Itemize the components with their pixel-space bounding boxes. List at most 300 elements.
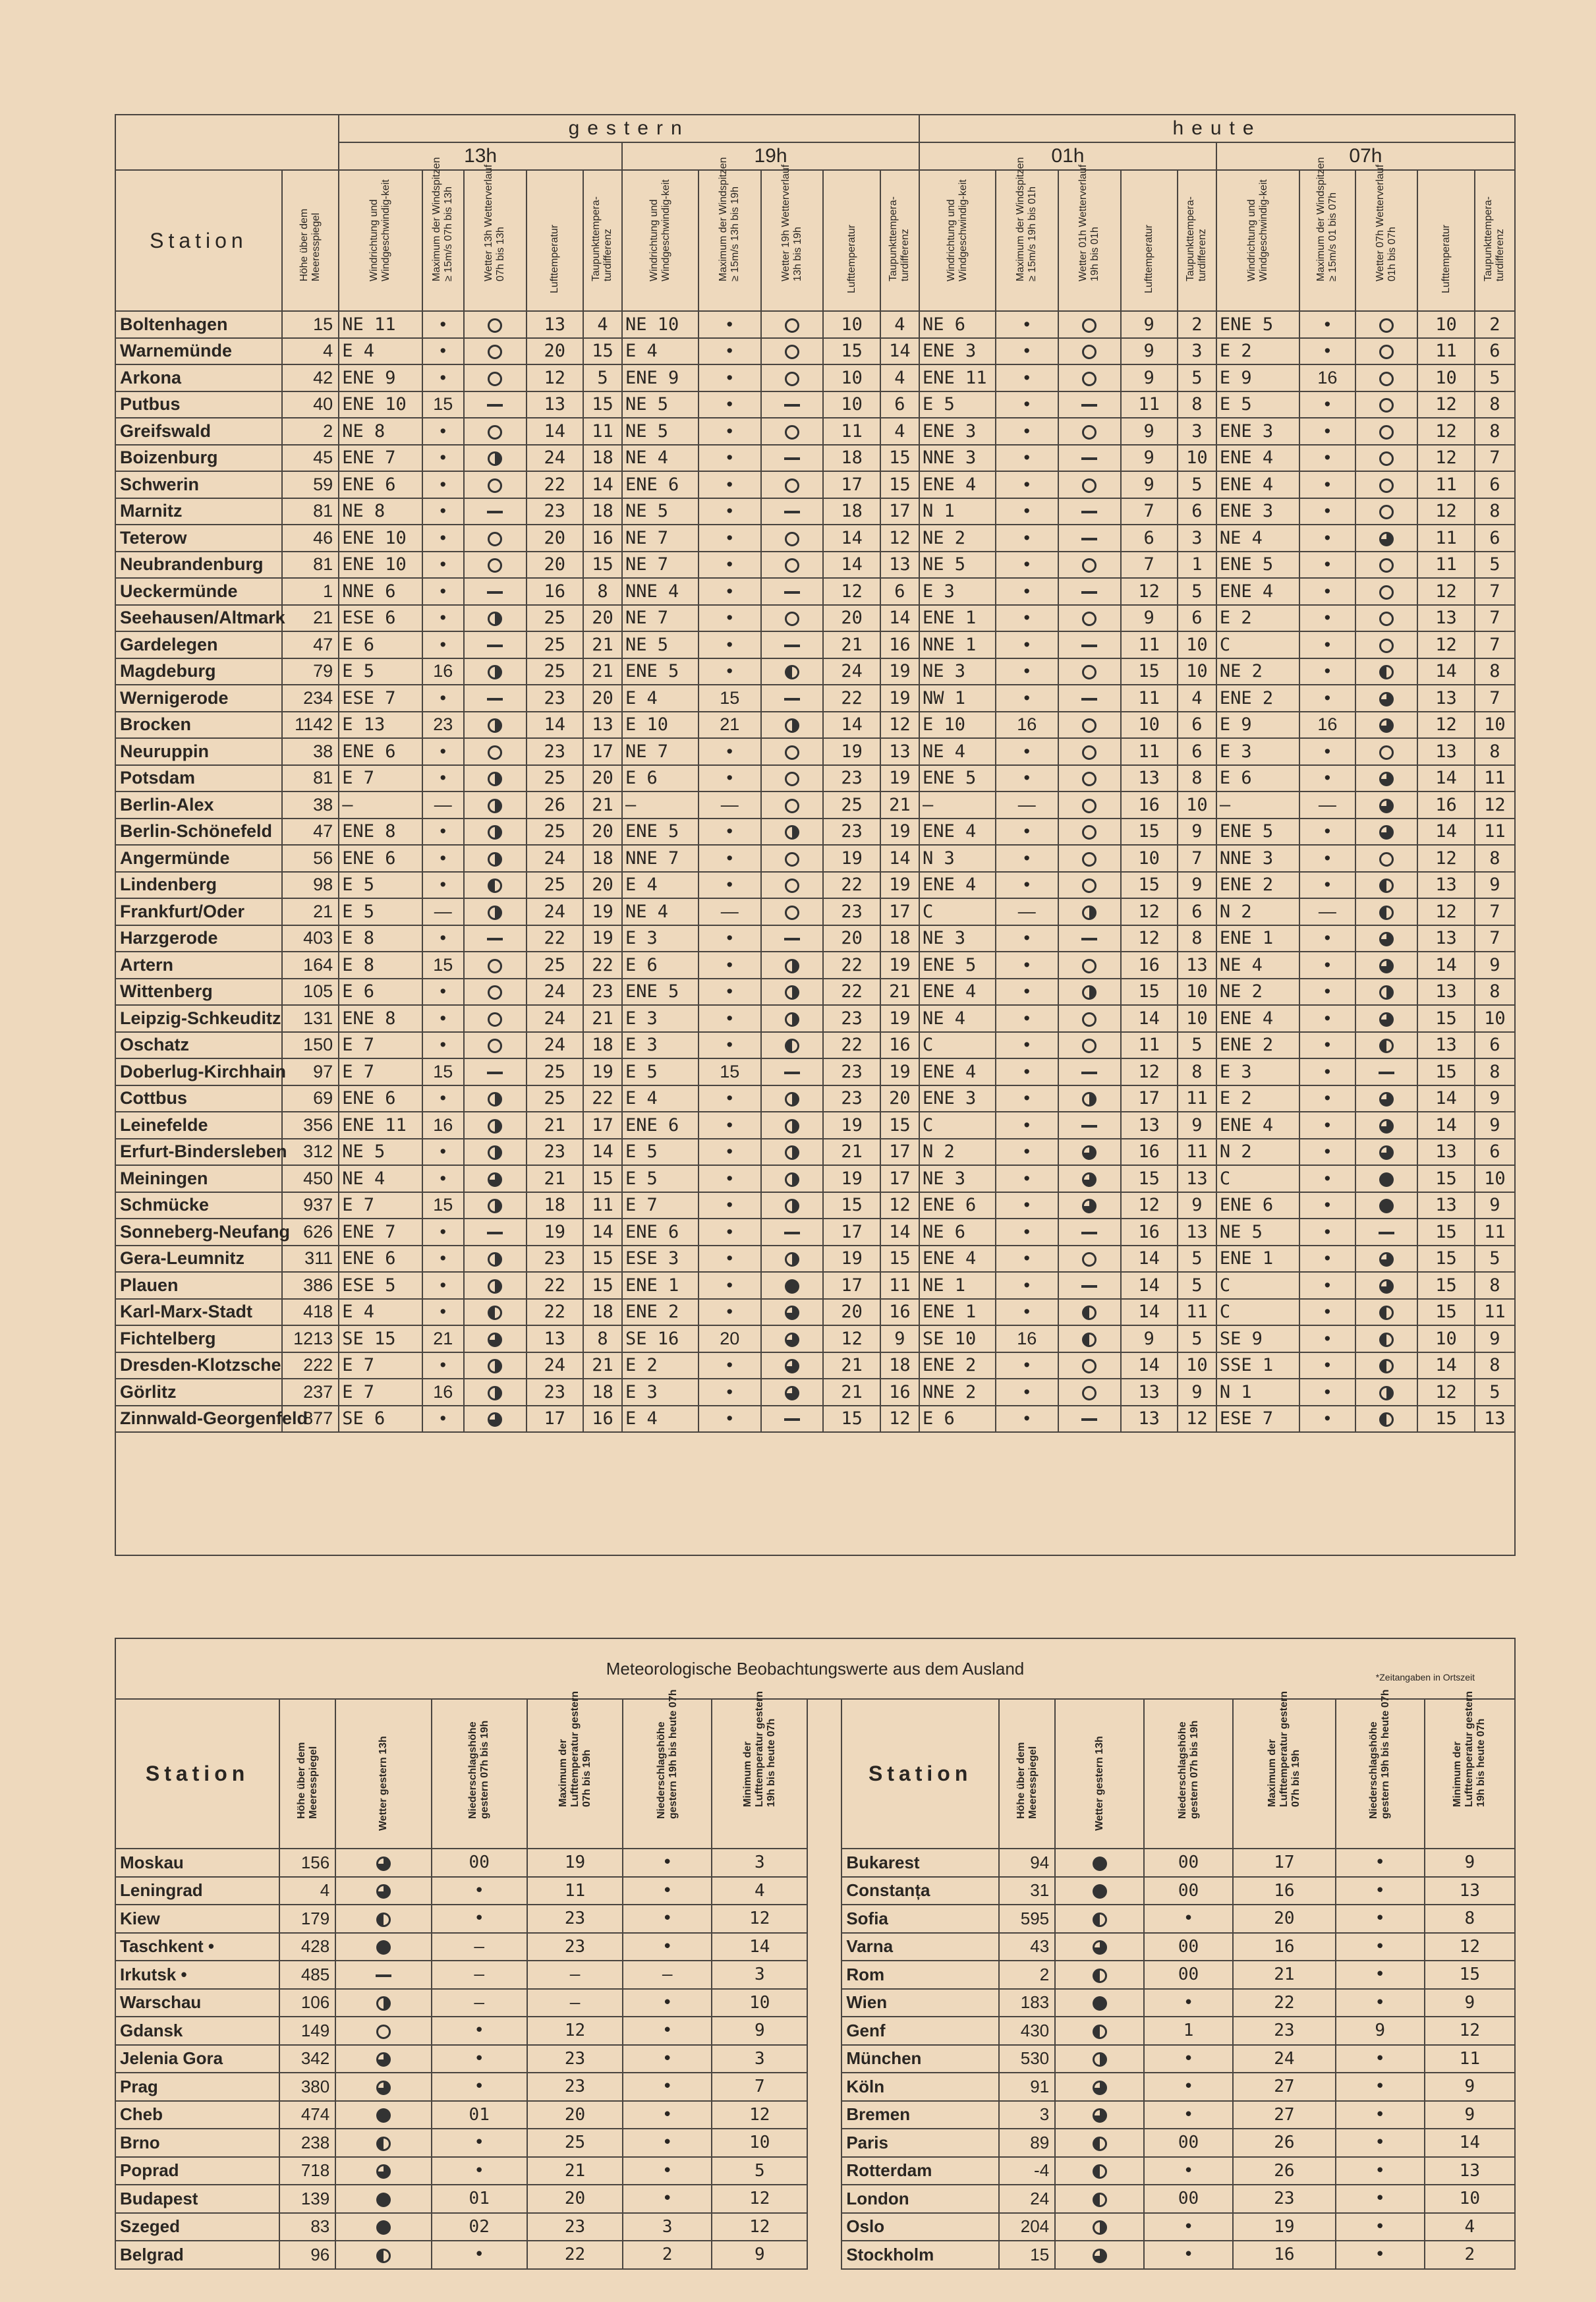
quarter-sky-icon [488,825,502,840]
gust-max-13: • [422,925,464,952]
quarter-sky-icon [488,1252,502,1267]
gust-max-07: • [1299,738,1355,765]
wind-13: SE 6 [339,1406,422,1433]
air-temp-01: 14 [1121,1272,1178,1299]
dewpoint-diff-13: 15 [583,338,622,365]
station-name: Prag [115,2073,279,2101]
dewpoint-diff-19: 14 [880,1219,919,1246]
weather-19 [761,1299,824,1326]
max-temp: 23 [527,2073,623,2101]
weather-01 [1058,445,1121,472]
air-temp-07: 15 [1417,1165,1474,1192]
precip-19-07: • [623,1877,712,1905]
wind-19: NE 5 [622,498,698,525]
quarter-sky-icon [488,1199,502,1213]
altitude: 149 [279,2017,335,2045]
dewpoint-diff-01: 13 [1178,1219,1216,1246]
weather-19 [761,979,824,1006]
clear-sky-icon [1082,772,1097,786]
dewpoint-diff-01: 5 [1178,1032,1216,1059]
threequarter-sky-icon [1379,825,1394,840]
table-row [115,605,1515,632]
dewpoint-diff-13: 18 [583,1032,622,1059]
wind-01: ENE 11 [919,364,996,391]
air-temp-13: 23 [527,685,583,712]
air-temp-19: 15 [823,1192,880,1219]
gust-max-19: • [698,952,761,979]
half-sky-icon [1093,2025,1107,2039]
station-name: Schmücke [115,1192,282,1219]
precip-07-19: 00 [1144,2129,1233,2157]
air-temp-13: 22 [527,1299,583,1326]
station-name: Varna [841,1933,999,1961]
wind-01: ENE 4 [919,872,996,899]
no-data-dash-icon [784,938,800,940]
wind-07: E 9 [1216,712,1299,739]
gust-max-07: • [1299,1299,1355,1326]
altitude: 21 [282,605,339,632]
wind-19: NE 7 [622,552,698,579]
precip-19-07: • [623,2157,712,2185]
altitude: 356 [282,1112,339,1139]
gust-max-19: • [698,1299,761,1326]
precip-19-07: • [1336,2073,1425,2101]
altitude: 81 [282,552,339,579]
overcast-sky-icon [376,2193,391,2207]
air-temp-01: 6 [1121,525,1178,552]
no-data-dash-icon [487,698,503,701]
min-temp: 10 [712,1989,807,2017]
wind-19: NNE 4 [622,578,698,605]
min-temp: 15 [1425,1961,1515,1989]
weather-13 [464,311,527,338]
air-temp-01: 11 [1121,631,1178,658]
wind-13: E 7 [339,1379,422,1406]
dewpoint-diff-01: 6 [1178,738,1216,765]
dewpoint-diff-13: 18 [583,445,622,472]
dewpoint-diff-13: 17 [583,738,622,765]
threequarter-sky-icon [376,2052,391,2067]
wind-19: ENE 2 [622,1299,698,1326]
wind-19: NE 7 [622,605,698,632]
dewpoint-diff-01: 2 [1178,311,1216,338]
dewpoint-diff-07: 6 [1475,471,1515,498]
dewpoint-diff-19: 19 [880,952,919,979]
gust-max-07: • [1299,685,1355,712]
station-name: Neuruppin [115,738,282,765]
dewpoint-diff-13: 16 [583,1406,622,1433]
weather-19 [761,1272,824,1299]
altitude: 81 [282,765,339,792]
clear-sky-icon [1379,745,1394,760]
gust-max-07: • [1299,872,1355,899]
weather-01 [1058,364,1121,391]
air-temp-01: 9 [1121,471,1178,498]
dewpoint-diff-13: 21 [583,1005,622,1032]
wind-19: NNE 7 [622,845,698,872]
station-name: Leinefelde [115,1112,282,1139]
min-temp: 10 [712,2129,807,2157]
weather-01 [1058,525,1121,552]
dewpoint-diff-01: 9 [1178,872,1216,899]
threequarter-sky-icon [488,1412,502,1427]
threequarter-sky-icon [1093,2081,1107,2095]
gust-max-19: • [698,1352,761,1379]
gust-max-01: • [996,872,1058,899]
altitude: 38 [282,791,339,819]
dewpoint-diff-07: 8 [1475,391,1515,418]
weather-13 [464,1325,527,1352]
gust-max-13: 16 [422,1112,464,1139]
station-name: Irkutsk • [115,1961,279,1989]
precip-07-19: • [1144,1989,1233,2017]
station-name: Kiew [115,1905,279,1933]
air-temp-19: 25 [823,791,880,819]
wind-19: E 7 [622,1192,698,1219]
weather-19 [761,1379,824,1406]
table-row [115,1933,1515,1961]
air-temp-01: 17 [1121,1085,1178,1112]
altitude: 164 [282,952,339,979]
wind-19: ENE 5 [622,658,698,685]
air-temp-13: 17 [527,1406,583,1433]
max-temp: — [527,1989,623,2017]
dewpoint-diff-19: 4 [880,311,919,338]
quarter-sky-icon [785,1199,799,1213]
gust-max-19: • [698,471,761,498]
air-temp-07: 15 [1417,1406,1474,1433]
station-name: Brno [115,2129,279,2157]
weather-07 [1355,765,1418,792]
air-temp-13: 24 [527,845,583,872]
time-07h: 07h [1216,142,1515,170]
gust-max-01: • [996,498,1058,525]
gust-max-19: • [698,845,761,872]
column-header: Windrichtung und Windgeschwindig-keit [339,170,422,311]
gust-max-07: • [1299,552,1355,579]
gust-max-13: • [422,1085,464,1112]
air-temp-13: 20 [527,338,583,365]
gust-max-13: — [422,791,464,819]
gust-max-13: 15 [422,391,464,418]
min-temp: 3 [712,1961,807,1989]
overcast-sky-icon [1379,1172,1394,1187]
wind-01: E 5 [919,391,996,418]
column-header: Niederschlagshöhe gestern 07h bis 19h [1144,1699,1233,1849]
station-name: Budapest [115,2185,279,2213]
min-temp: 9 [712,2017,807,2045]
gust-max-07: • [1299,338,1355,365]
dewpoint-diff-07: 9 [1475,952,1515,979]
weather-13h [335,1877,431,1905]
dewpoint-diff-07: 8 [1475,498,1515,525]
weather-07 [1355,1299,1418,1326]
weather-13h [335,2185,431,2213]
dewpoint-diff-13: 17 [583,1112,622,1139]
weather-01 [1058,872,1121,899]
air-temp-13: 25 [527,1085,583,1112]
gust-max-01: • [996,525,1058,552]
weather-01 [1058,391,1121,418]
gust-max-19: • [698,819,761,846]
dewpoint-diff-13: 21 [583,791,622,819]
gust-max-07: • [1299,1058,1355,1085]
altitude: 403 [282,925,339,952]
gust-max-13: • [422,578,464,605]
wind-01: E 6 [919,1406,996,1433]
air-temp-07: 14 [1417,952,1474,979]
dewpoint-diff-07: 6 [1475,525,1515,552]
air-temp-13: 16 [527,578,583,605]
clear-sky-icon [1082,959,1097,973]
air-temp-19: 15 [823,338,880,365]
wind-07: NE 5 [1216,1219,1299,1246]
half-sky-icon [1093,1913,1107,1927]
column-header: Wetter 01h Wetterverlauf 19h bis 01h [1058,170,1121,311]
station-name: Seehausen/Altmark [115,605,282,632]
dewpoint-diff-19: 19 [880,658,919,685]
weather-01 [1058,791,1121,819]
column-header: Taupunkttempera-turdifferenz [1475,170,1515,311]
weather-13 [464,498,527,525]
precip-19-07: • [623,2129,712,2157]
column-header: Maximum der Windspitzen ≥ 15m/s 19h bis 01h [996,170,1058,311]
clear-sky-icon [785,906,799,920]
precip-19-07: — [623,1961,712,1989]
overcast-sky-icon [1093,1856,1107,1871]
wind-07: ENE 3 [1216,498,1299,525]
station-name: Gera-Leumnitz [115,1246,282,1273]
gust-max-13: • [422,525,464,552]
air-temp-13: 24 [527,1032,583,1059]
min-temp: 12 [712,1905,807,1933]
gust-max-01: • [996,445,1058,472]
column-header: Lufttemperatur [1121,170,1178,311]
dewpoint-diff-19: 11 [880,1272,919,1299]
table-row [115,925,1515,952]
air-temp-07: 13 [1417,685,1474,712]
weather-07 [1355,578,1418,605]
gust-max-19: • [698,1165,761,1192]
gust-max-01: — [996,791,1058,819]
weather-13h [1055,2017,1144,2045]
weather-13h [1055,2213,1144,2241]
table-row [115,311,1515,338]
gust-max-19: • [698,338,761,365]
weather-07 [1355,391,1418,418]
threequarter-sky-icon [785,1359,799,1373]
gust-max-13: 15 [422,952,464,979]
half-sky-icon [376,2137,391,2151]
no-data-dash-icon [1081,1418,1097,1421]
column-header: Lufttemperatur [823,170,880,311]
column-header: Höhe über dem Meeresspiegel [279,1699,335,1849]
precip-07-19: — [432,1933,527,1961]
wind-07: SSE 1 [1216,1352,1299,1379]
table-row [115,872,1515,899]
weather-13 [464,525,527,552]
gust-max-07: • [1299,1352,1355,1379]
station-name: Fichtelberg [115,1325,282,1352]
air-temp-13: 25 [527,872,583,899]
wind-13: — [339,791,422,819]
weather-19 [761,1352,824,1379]
gust-max-07: • [1299,525,1355,552]
wind-19: E 2 [622,1352,698,1379]
threequarter-sky-icon [1379,532,1394,546]
clear-sky-icon [1082,718,1097,733]
station-name: Teterow [115,525,282,552]
clear-sky-icon [1379,639,1394,653]
dewpoint-diff-13: 20 [583,765,622,792]
quarter-sky-icon [785,1172,799,1187]
air-temp-19: 17 [823,471,880,498]
overcast-sky-icon [1379,1199,1394,1213]
wind-13: ENE 6 [339,1246,422,1273]
air-temp-19: 23 [823,765,880,792]
min-temp: 10 [1425,2185,1515,2213]
air-temp-19: 15 [823,1406,880,1433]
station-name: Zinnwald-Georgenfeld [115,1406,282,1433]
dewpoint-diff-07: 5 [1475,1246,1515,1273]
wind-01: NE 6 [919,311,996,338]
quarter-sky-icon [1379,985,1394,1000]
weather-19 [761,712,824,739]
altitude: 222 [282,1352,339,1379]
wind-13: ENE 7 [339,1219,422,1246]
station-column-header: Station [115,1699,279,1849]
weather-13 [464,1219,527,1246]
no-data-dash-icon [376,1974,391,1977]
weather-13h [1055,2129,1144,2157]
dewpoint-diff-19: 6 [880,391,919,418]
altitude: 450 [282,1165,339,1192]
gust-max-07: • [1299,765,1355,792]
air-temp-13: 24 [527,898,583,925]
no-data-dash-icon [1081,1232,1097,1234]
weather-19 [761,1085,824,1112]
wind-13: E 7 [339,1032,422,1059]
gust-max-13: • [422,445,464,472]
wind-13: E 6 [339,631,422,658]
dewpoint-diff-01: 1 [1178,552,1216,579]
quarter-sky-icon [488,718,502,733]
precip-19-07: • [1336,2213,1425,2241]
air-temp-07: 13 [1417,1192,1474,1219]
min-temp: 12 [712,2101,807,2129]
weather-01 [1058,1219,1121,1246]
time-01h: 01h [919,142,1216,170]
weather-13h [1055,2185,1144,2213]
wind-19: E 3 [622,1032,698,1059]
gust-max-13: • [422,1005,464,1032]
station-name: Berlin-Alex [115,791,282,819]
weather-13 [464,1139,527,1166]
gust-max-07: • [1299,605,1355,632]
dewpoint-diff-07: 8 [1475,979,1515,1006]
quarter-sky-icon [488,906,502,920]
table-row [115,525,1515,552]
clear-sky-icon [1082,852,1097,867]
dewpoint-diff-19: 19 [880,1058,919,1085]
dewpoint-diff-19: 9 [880,1325,919,1352]
gust-max-07: • [1299,1379,1355,1406]
threequarter-sky-icon [376,2081,391,2095]
time-13h: 13h [339,142,622,170]
air-temp-01: 14 [1121,1005,1178,1032]
gust-max-19: 15 [698,685,761,712]
air-temp-01: 9 [1121,445,1178,472]
gust-max-01: • [996,1192,1058,1219]
weather-01 [1058,952,1121,979]
column-header: Niederschlagshöhe gestern 19h bis heute 07h [623,1699,712,1849]
no-data-dash-icon [1081,698,1097,701]
quarter-sky-icon [488,1092,502,1107]
wind-01: ENE 5 [919,765,996,792]
air-temp-13: 22 [527,471,583,498]
gust-max-07: • [1299,925,1355,952]
table-row [115,979,1515,1006]
air-temp-13: 12 [527,364,583,391]
wind-07: ENE 4 [1216,1005,1299,1032]
weather-07 [1355,1406,1418,1433]
table-row [115,1219,1515,1246]
gust-max-19: 15 [698,1058,761,1085]
station-name: Rotterdam [841,2157,999,2185]
clear-sky-icon [785,478,799,493]
table-row [115,898,1515,925]
gust-max-01: • [996,685,1058,712]
station-name: Erfurt-Bindersleben [115,1139,282,1166]
no-data-dash-icon [1379,1232,1394,1234]
clear-sky-icon [488,345,502,359]
wind-01: ENE 4 [919,1246,996,1273]
wind-19: ENE 6 [622,1219,698,1246]
table-row [115,552,1515,579]
no-data-dash-icon [1081,645,1097,647]
weather-01 [1058,1352,1121,1379]
half-sky-icon [1082,1306,1097,1320]
station-name: München [841,2045,999,2073]
max-temp: 21 [1233,1961,1336,1989]
gap-column [807,2045,841,2073]
dewpoint-diff-01: 5 [1178,578,1216,605]
gust-max-07: • [1299,1272,1355,1299]
precip-07-19: • [1144,2213,1233,2241]
max-temp: 11 [527,1877,623,1905]
station-name: Wien [841,1989,999,2017]
station-name: London [841,2185,999,2213]
dewpoint-diff-19: 16 [880,631,919,658]
column-header: Windrichtung und Windgeschwindig-keit [622,170,698,311]
max-temp: 23 [527,2213,623,2241]
wind-19: E 5 [622,1139,698,1166]
wind-07: ENE 5 [1216,311,1299,338]
table-row [115,952,1515,979]
dewpoint-diff-19: 18 [880,925,919,952]
quarter-sky-icon [785,1012,799,1027]
dewpoint-diff-13: 19 [583,1058,622,1085]
precip-07-19: 00 [1144,1849,1233,1877]
weather-13 [464,552,527,579]
wind-19: ENE 6 [622,471,698,498]
wind-19: NE 7 [622,738,698,765]
gust-max-19: 20 [698,1325,761,1352]
gust-max-19: • [698,1219,761,1246]
wind-01: ENE 4 [919,471,996,498]
weather-13 [464,658,527,685]
altitude: 485 [279,1961,335,1989]
